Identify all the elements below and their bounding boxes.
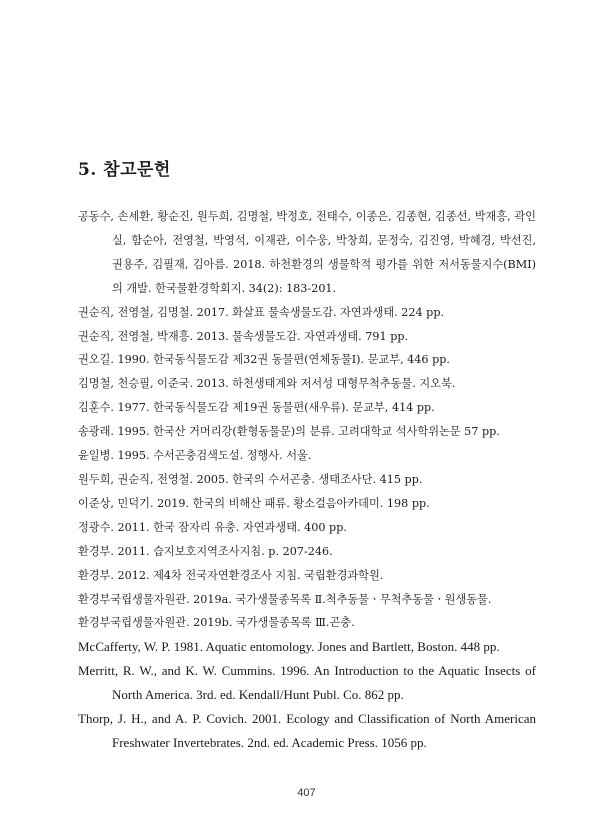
reference-list — [78, 205, 536, 755]
section-heading: 5. 참고문헌 — [78, 160, 171, 180]
reference-item: Thorp, J. H., and A. P. Covich. 2001. Ecology and Classification of North American Freshwater Invertebrates. 2nd. ed. Academic Press. 1056 pp. — [78, 711, 536, 750]
reference-item: 이준상, 민덕기. 2019. 한국의 비해산 패류. 황소걸음아카데미. 198 pp. — [78, 496, 430, 510]
reference-item: 원두희, 권순직, 전영철. 2005. 한국의 수서곤충. 생태조사단. 415 pp. — [78, 472, 423, 486]
reference-item: 환경부. 2012. 제4차 전국자연환경조사 지침. 국립환경과학원. — [78, 568, 384, 582]
reference-item: McCafferty, W. P. 1981. Aquatic entomology. Jones and Bartlett, Boston. 448 pp. — [78, 639, 500, 655]
reference-item: 정광수. 2011. 한국 잠자리 유충. 자연과생태. 400 pp. — [78, 520, 347, 534]
reference-item: 권순직, 전영철, 김명철. 2017. 화살표 물속생물도감. 자연과생태. 224 pp. — [78, 305, 445, 319]
reference-item: 환경부국립생물자원관. 2019b. 국가생물종목록 Ⅲ.곤충. — [78, 616, 355, 630]
reference-item: 환경부국립생물자원관. 2019a. 국가생물종목록 Ⅱ.척추동물ㆍ무척추동물ㆍ원생동물. — [78, 592, 492, 606]
page-number: 407 — [297, 787, 316, 799]
reference-item: 환경부. 2011. 습지보호지역조사지침. p. 207-246. — [78, 544, 333, 558]
reference-item: 권순직, 전영철, 박재흥. 2013. 물속생물도감. 자연과생태. 791 pp. — [78, 329, 409, 343]
reference-item: Merritt, R. W., and K. W. Cummins. 1996. An Introduction to the Aquatic Insects of North America. 3rd. ed. Kendall/Hunt Publ. Co. 862 pp. — [78, 663, 536, 703]
reference-item: 송광래. 1995. 한국산 거머리강(환형동물문)의 분류. 고려대학교 석사학위논문 57 pp. — [78, 425, 500, 439]
reference-item: 권오길. 1990. 한국동식물도감 제32권 동물편(연체동물Ⅰ). 문교부, 446 pp. — [78, 353, 450, 367]
reference-item: 공동수, 손세환, 황순진, 원두희, 김명철, 박정호, 전태수, 이종은, 김종현, 김종선, 박재흥, 곽인실, 함순아, 전영철, 박영석, 이재관, 이수웅, 박창희, 문정숙, 김진영, 박혜경, 박선진, 권용주, 김필재, 김아름. 2018. 하천환경의 생물학적 평가를 위한 저서동물지수(BMI)의 개발. 한국물환경학회지. 34(2): 183-201. — [78, 210, 536, 295]
reference-item: 김훈수. 1977. 한국동식물도감 제19권 동물편(새우류). 문교부, 414 pp. — [78, 401, 435, 415]
reference-item: 김명철, 천승필, 이준국. 2013. 하천생태계와 저서성 대형무척추동물. 지오북. — [78, 377, 456, 391]
reference-item: 윤일병. 1995. 수서곤충검색도설. 정행사. 서울. — [78, 449, 312, 463]
